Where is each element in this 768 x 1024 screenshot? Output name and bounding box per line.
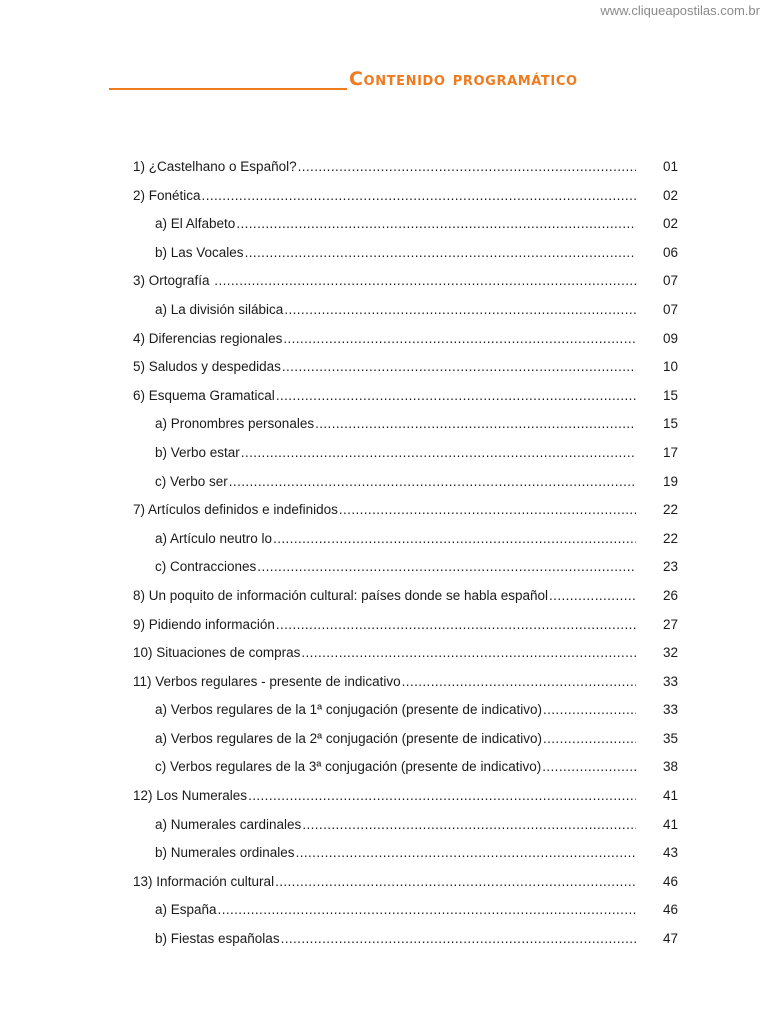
toc-entry [133, 725, 678, 754]
toc-entry-text [155, 931, 636, 946]
toc-entry [133, 525, 678, 554]
toc-page-number: 07 [662, 273, 678, 289]
toc-entry-text [133, 502, 636, 517]
toc-page-number: 10 [662, 359, 678, 375]
toc-entry-label: a) Verbos regulares de la 1ª conjugación (presente de indicativo) [155, 702, 542, 718]
toc-leader-dots [315, 416, 636, 431]
toc-entry-text [155, 531, 636, 546]
toc-entry-label: a) El Alfabeto [155, 216, 236, 232]
toc-leader-dots [248, 788, 636, 803]
toc-entry-text [155, 245, 636, 260]
toc-entry-label: 5) Saludos y despedidas [133, 359, 281, 375]
toc-page-number: 22 [662, 530, 678, 546]
toc-entry [133, 925, 678, 954]
toc-entry-label: 13) Información cultural [133, 873, 275, 889]
toc-entry-text [133, 788, 636, 803]
toc-entry [133, 496, 678, 525]
toc-leader-dots [282, 359, 636, 374]
toc-leader-dots [549, 588, 636, 603]
toc-entry-text [155, 902, 636, 917]
toc-entry-text [133, 359, 636, 374]
toc-entry [133, 753, 678, 782]
toc-leader-dots [236, 216, 636, 231]
toc-entry-label: 11) Verbos regulares - presente de indicativo [133, 673, 401, 689]
toc-leader-dots [283, 331, 636, 346]
toc-entry-label: a) Numerales cardinales [155, 816, 302, 832]
toc-entry-label: b) Las Vocales [155, 244, 244, 260]
toc-leader-dots [284, 302, 636, 317]
toc-entry-label: c) Contracciones [155, 559, 257, 575]
toc-leader-dots [302, 817, 636, 832]
toc-entry [133, 267, 678, 296]
toc-page-number: 43 [662, 845, 678, 861]
toc-leader-dots [275, 874, 636, 889]
toc-entry-label: 6) Esquema Gramatical [133, 387, 275, 403]
toc-entry-label: a) Verbos regulares de la 2ª conjugación (presente de indicativo) [155, 730, 542, 746]
toc-page-number: 41 [662, 788, 678, 804]
toc-entry-text [155, 216, 636, 231]
toc-page-number: 46 [662, 902, 678, 918]
toc-entry-label: 8) Un poquito de información cultural: países donde se habla español [133, 587, 549, 603]
toc-leader-dots [214, 273, 636, 288]
toc-entry-label: b) Verbo estar [155, 444, 240, 460]
toc-entry [133, 353, 678, 382]
toc-entry [133, 611, 678, 640]
toc-leader-dots [276, 388, 636, 403]
toc-entry [133, 153, 678, 182]
toc-entry-label: 10) Situaciones de compras [133, 645, 301, 661]
toc-entry [133, 668, 678, 697]
toc-entry-text [155, 731, 636, 746]
toc-entry [133, 410, 678, 439]
toc-page-number: 27 [662, 616, 678, 632]
toc-entry-label: a) Artículo neutro lo [155, 530, 273, 546]
site-url: www.cliqueapostilas.com.br [600, 3, 760, 18]
toc-entry-label: a) España [155, 902, 217, 918]
toc-page-number: 47 [662, 931, 678, 947]
toc-entry-label: a) Pronombres personales [155, 416, 315, 432]
toc-leader-dots [402, 674, 636, 689]
toc-entry [133, 811, 678, 840]
toc-page-number: 07 [662, 301, 678, 317]
section-heading [109, 68, 689, 92]
toc-entry [133, 439, 678, 468]
toc-page-number: 06 [662, 244, 678, 260]
toc-entry [133, 382, 678, 411]
page-title: Contenido programático [349, 68, 578, 90]
toc-page-number: 32 [662, 645, 678, 661]
toc-entry-text [133, 588, 636, 603]
toc-leader-dots [229, 474, 636, 489]
toc-page-number: 01 [662, 159, 678, 174]
toc-entry [133, 210, 678, 239]
toc-entry-text [133, 874, 636, 889]
toc-page-number: 02 [662, 216, 678, 232]
toc-entry-label: 4) Diferencias regionales [133, 330, 283, 346]
toc-entry [133, 782, 678, 811]
toc-entry-text [133, 159, 636, 174]
toc-leader-dots [298, 159, 636, 174]
toc-entry [133, 839, 678, 868]
toc-entry-text [133, 388, 636, 403]
toc-leader-dots [257, 559, 636, 574]
toc-leader-dots [296, 845, 636, 860]
toc-page-number: 19 [662, 473, 678, 489]
toc-entry [133, 639, 678, 668]
toc-page-number: 17 [662, 444, 678, 460]
toc-entry [133, 325, 678, 354]
toc-leader-dots [542, 759, 636, 774]
toc-entry-text [155, 416, 636, 431]
table-of-contents [133, 153, 678, 954]
toc-page-number: 02 [662, 187, 678, 203]
toc-entry-text [155, 445, 636, 460]
toc-entry [133, 182, 678, 211]
toc-entry [133, 582, 678, 611]
toc-entry-label: b) Numerales ordinales [155, 845, 295, 861]
toc-page-number: 15 [662, 387, 678, 403]
toc-page-number: 35 [662, 730, 678, 746]
toc-entry [133, 468, 678, 497]
toc-leader-dots [301, 645, 636, 660]
toc-entry-text [155, 845, 636, 860]
toc-page-number: 09 [662, 330, 678, 346]
toc-page-number: 22 [662, 502, 678, 518]
toc-page-number: 38 [662, 759, 678, 775]
toc-entry-text [155, 474, 636, 489]
toc-entry [133, 868, 678, 897]
toc-leader-dots [543, 731, 636, 746]
toc-page-number: 23 [662, 559, 678, 575]
toc-entry-label: 2) Fonética [133, 187, 201, 203]
toc-entry-text [133, 331, 636, 346]
toc-entry-text [155, 702, 636, 717]
toc-entry-text [155, 817, 636, 832]
toc-leader-dots [245, 245, 636, 260]
toc-entry-text [133, 674, 636, 689]
toc-entry [133, 696, 678, 725]
toc-page-number: 33 [662, 702, 678, 718]
heading-rule [109, 88, 347, 90]
toc-leader-dots [339, 502, 636, 517]
toc-entry-label: b) Fiestas españolas [155, 931, 280, 947]
toc-page-number: 46 [662, 873, 678, 889]
toc-entry-label: c) Verbo ser [155, 473, 228, 489]
toc-page-number: 41 [662, 816, 678, 832]
toc-leader-dots [543, 702, 636, 717]
toc-page-number: 33 [662, 673, 678, 689]
toc-page-number: 26 [662, 587, 678, 603]
toc-leader-dots [202, 188, 636, 203]
toc-entry-text [133, 617, 636, 632]
toc-leader-dots [273, 531, 636, 546]
toc-entry [133, 896, 678, 925]
toc-entry-label: 3) Ortografía [133, 273, 214, 289]
toc-entry-text [155, 559, 636, 574]
toc-entry-label: 1) ¿Castelhano o Español? [133, 159, 297, 174]
toc-entry-text [133, 273, 636, 288]
toc-leader-dots [276, 617, 636, 632]
toc-leader-dots [241, 445, 636, 460]
toc-entry-label: 12) Los Numerales [133, 788, 248, 804]
toc-page-number: 15 [662, 416, 678, 432]
toc-entry [133, 553, 678, 582]
toc-entry [133, 239, 678, 268]
toc-entry-text [155, 759, 636, 774]
toc-leader-dots [218, 902, 636, 917]
toc-entry [133, 296, 678, 325]
toc-leader-dots [281, 931, 636, 946]
toc-entry-label: a) La división silábica [155, 301, 284, 317]
toc-entry-label: 9) Pidiendo información [133, 616, 275, 632]
toc-entry-text [133, 188, 636, 203]
toc-entry-label: 7) Artículos definidos e indefinidos [133, 502, 338, 518]
toc-entry-label: c) Verbos regulares de la 3ª conjugación (presente de indicativo) [155, 759, 542, 775]
toc-entry-text [155, 302, 636, 317]
toc-entry-text [133, 645, 636, 660]
